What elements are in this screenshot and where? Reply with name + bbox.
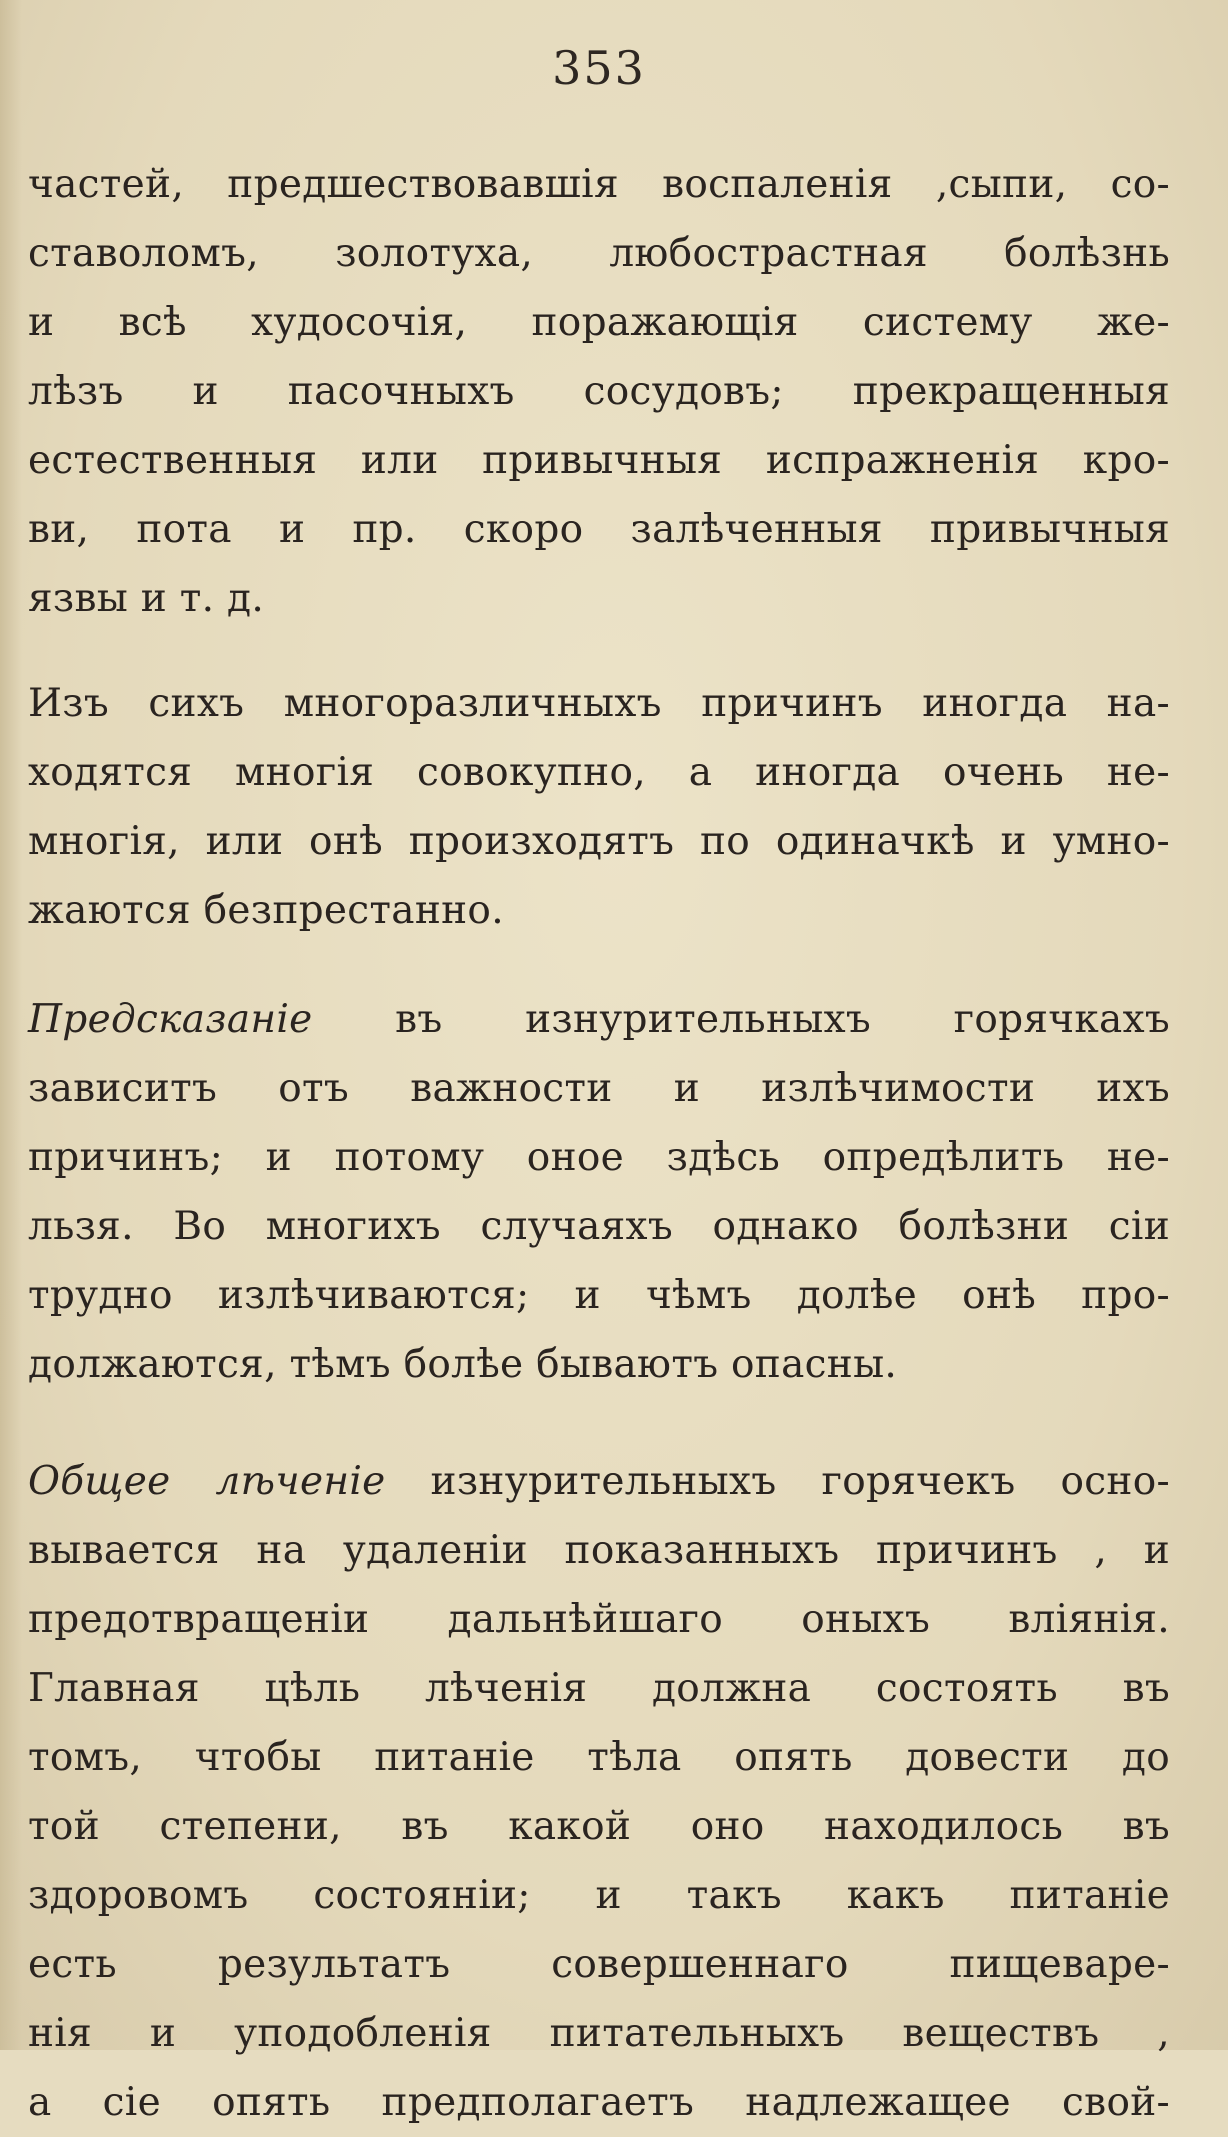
text-line: здоровомъ состояніи; и такъ какъ питаніе <box>28 1873 1170 1918</box>
text-line <box>28 1447 1170 1516</box>
italic-heading-prognosis: Предсказаніе <box>28 997 313 1042</box>
text-line: частей, предшествовавшія воспаленія ,сыпи, со- <box>28 162 1170 207</box>
text-line: многія, или онѣ произходятъ по одиначкѣ и умно- <box>28 819 1170 864</box>
text-line: нія и уподобленія питательныхъ веществъ , <box>28 2011 1170 2056</box>
line-continuation: въ изнурительныхъ горячкахъ <box>312 997 1170 1042</box>
text-line: и всѣ худосочія, поражающія систему же- <box>28 300 1170 345</box>
text-line: причинъ; и потому оное здѣсь опредѣлить не- <box>28 1135 1170 1180</box>
text-line: а сіе опять предполагаетъ надлежащее свой- <box>28 2080 1170 2125</box>
text-line: естественныя или привычныя испражненія кро- <box>28 438 1170 483</box>
italic-heading-treatment: Общее лѣченіе <box>28 1459 386 1504</box>
line-continuation: изнурительныхъ горячекъ осно- <box>385 1459 1170 1504</box>
text-line: лѣзъ и пасочныхъ сосудовъ; прекращенныя <box>28 369 1170 414</box>
text-line: должаются, тѣмъ болѣе бываютъ опасны. <box>28 1342 898 1387</box>
text-line: льзя. Во многихъ случаяхъ однако болѣзни сіи <box>28 1204 1170 1249</box>
text-line: трудно излѣчиваются; и чѣмъ долѣе онѣ про- <box>28 1273 1170 1318</box>
text-line: вывается на удаленіи показанныхъ причинъ , и <box>28 1528 1170 1573</box>
paragraph-multiple-causes <box>28 669 1170 945</box>
text-line: язвы и т. д. <box>28 576 265 621</box>
text-line: ходятся многія совокупно, а иногда очень не- <box>28 750 1170 795</box>
text-line: томъ, чтобы питаніе тѣла опять довести до <box>28 1735 1170 1780</box>
text-line <box>28 985 1170 1054</box>
text-line: ставоломъ, золотуха, любострастная болѣзнь <box>28 231 1170 276</box>
text-line: Главная цѣль лѣченія должна состоять въ <box>28 1666 1170 1711</box>
paragraph-causes-list <box>28 150 1170 633</box>
text-line: той степени, въ какой оно находилось въ <box>28 1804 1170 1849</box>
text-line: есть результатъ совершеннаго пищеваре- <box>28 1942 1170 1987</box>
paragraph-prognosis <box>28 985 1170 1399</box>
text-line: жаются безпрестанно. <box>28 888 504 933</box>
text-line: ви, пота и пр. скоро залѣченныя привычныя <box>28 507 1170 552</box>
text-line: Изъ сихъ многоразличныхъ причинъ иногда на- <box>28 681 1170 726</box>
text-line: предотвращеніи дальнѣйшаго оныхъ вліянія. <box>28 1597 1170 1642</box>
page-number: 353 <box>552 41 646 95</box>
text-line: зависитъ отъ важности и излѣчимости ихъ <box>28 1066 1170 1111</box>
paragraph-general-treatment <box>28 1447 1170 2137</box>
